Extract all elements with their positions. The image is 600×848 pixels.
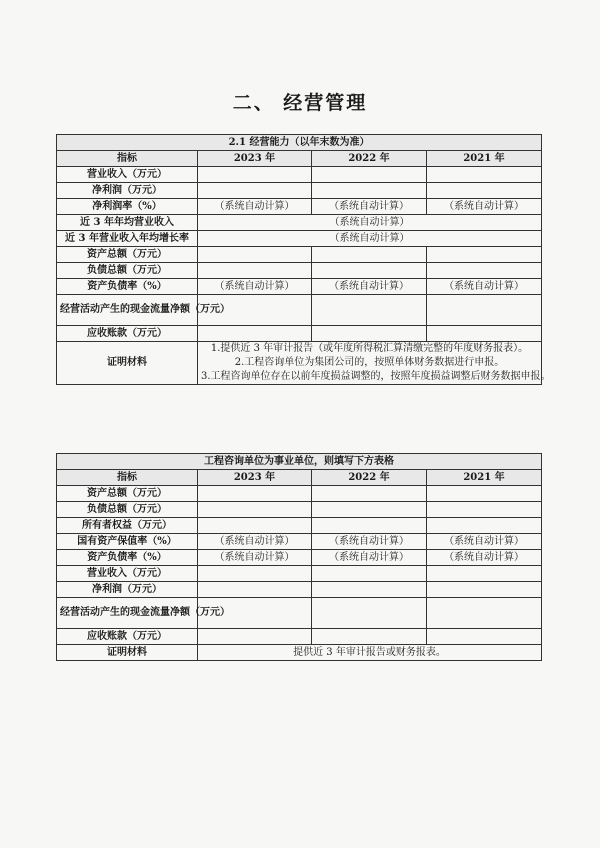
data-entry-cell[interactable]	[312, 598, 427, 629]
section-heading-row	[57, 135, 542, 151]
proof-materials-label: 证明材料	[57, 645, 198, 661]
table-row	[57, 263, 542, 279]
table-row	[57, 215, 542, 231]
proof-materials-row	[57, 645, 542, 661]
table-row	[57, 326, 542, 342]
auto-calc-cell: （系统自动计算）	[198, 550, 312, 566]
section1-heading: 2.1 经营能力（以年末数为准）	[57, 135, 542, 151]
data-entry-cell[interactable]	[198, 183, 312, 199]
data-entry-cell[interactable]	[427, 263, 542, 279]
data-entry-cell[interactable]	[427, 183, 542, 199]
data-entry-cell[interactable]	[427, 598, 542, 629]
row-label: 近 3 年营业收入年均增长率	[57, 231, 198, 247]
data-entry-cell[interactable]	[198, 582, 312, 598]
data-entry-cell[interactable]	[427, 486, 542, 502]
data-entry-cell[interactable]	[198, 566, 312, 582]
data-entry-cell[interactable]	[198, 518, 312, 534]
table-row	[57, 534, 542, 550]
column-header: 指标	[57, 151, 198, 167]
section2-heading: 工程咨询单位为事业单位，则填写下方表格	[57, 454, 542, 470]
table-row	[57, 167, 542, 183]
row-label: 负债总额（万元）	[57, 502, 198, 518]
proof-materials-label: 证明材料	[57, 342, 198, 385]
table-row	[57, 518, 542, 534]
section-heading-row	[57, 454, 542, 470]
column-header: 指标	[57, 470, 198, 486]
row-label: 应收账款（万元）	[57, 326, 198, 342]
table-row	[57, 199, 542, 215]
column-header-row	[57, 470, 542, 486]
data-entry-cell[interactable]	[312, 295, 427, 326]
data-entry-cell[interactable]	[312, 502, 427, 518]
row-label: 应收账款（万元）	[57, 629, 198, 645]
row-label: 负债总额（万元）	[57, 263, 198, 279]
data-entry-cell[interactable]	[427, 247, 542, 263]
auto-calc-cell: （系统自动计算）	[312, 199, 427, 215]
proof-materials-notes	[198, 342, 551, 385]
auto-calc-cell: （系统自动计算）	[427, 279, 542, 295]
table-row	[57, 582, 542, 598]
data-entry-cell[interactable]	[198, 167, 312, 183]
data-entry-cell[interactable]	[312, 326, 427, 342]
table-row	[57, 486, 542, 502]
data-entry-cell[interactable]	[312, 247, 427, 263]
data-entry-cell[interactable]	[198, 326, 312, 342]
column-header: 2023 年	[198, 151, 312, 167]
data-entry-cell[interactable]	[427, 295, 542, 326]
data-entry-cell[interactable]	[312, 183, 427, 199]
auto-calc-cell: （系统自动计算）	[198, 199, 312, 215]
data-entry-cell[interactable]	[198, 629, 312, 645]
data-entry-cell[interactable]	[312, 263, 427, 279]
auto-calc-cell: （系统自动计算）	[312, 279, 427, 295]
data-entry-cell[interactable]	[427, 518, 542, 534]
proof-note: 3.工程咨询单位存在以前年度损益调整的，按照年度损益调整后财务数据申报。	[201, 371, 551, 382]
row-label: 资产总额（万元）	[57, 486, 198, 502]
auto-calc-cell: （系统自动计算）	[198, 279, 312, 295]
table-row	[57, 629, 542, 645]
data-entry-cell[interactable]	[198, 502, 312, 518]
data-entry-cell[interactable]	[427, 582, 542, 598]
row-label: 所有者权益（万元）	[57, 518, 198, 534]
proof-materials-notes: 提供近 3 年审计报告或财务报表。	[198, 645, 542, 661]
data-entry-cell[interactable]	[312, 167, 427, 183]
column-header: 2023 年	[198, 470, 312, 486]
column-header-row	[57, 151, 542, 167]
row-label: 资产负债率（%）	[57, 550, 198, 566]
row-label: 净利润率（%）	[57, 199, 198, 215]
proof-note: 1.提供近 3 年审计报告（或年度所得税汇算清缴完整的年度财务报表）。	[210, 343, 529, 354]
table-row	[57, 279, 542, 295]
table-row	[57, 502, 542, 518]
auto-calc-cell: （系统自动计算）	[427, 534, 542, 550]
row-label: 经营活动产生的现金流量净额（万元）	[57, 295, 198, 326]
row-label: 营业收入（万元）	[57, 566, 198, 582]
data-entry-cell[interactable]	[312, 582, 427, 598]
column-header: 2022 年	[312, 151, 427, 167]
public-institution-table	[56, 453, 542, 661]
auto-calc-cell: （系统自动计算）	[198, 215, 542, 231]
data-entry-cell[interactable]	[198, 247, 312, 263]
auto-calc-cell: （系统自动计算）	[427, 550, 542, 566]
table-row	[57, 183, 542, 199]
data-entry-cell[interactable]	[198, 263, 312, 279]
data-entry-cell[interactable]	[427, 629, 542, 645]
row-label: 营业收入（万元）	[57, 167, 198, 183]
column-header: 2022 年	[312, 470, 427, 486]
table-row	[57, 247, 542, 263]
row-label: 国有资产保值率（%）	[57, 534, 198, 550]
row-label: 近 3 年年均营业收入	[57, 215, 198, 231]
proof-materials-row	[57, 342, 542, 385]
row-label: 净利润（万元）	[57, 183, 198, 199]
data-entry-cell[interactable]	[427, 326, 542, 342]
row-label: 资产总额（万元）	[57, 247, 198, 263]
data-entry-cell[interactable]	[312, 566, 427, 582]
data-entry-cell[interactable]	[427, 502, 542, 518]
row-label: 经营活动产生的现金流量净额（万元）	[57, 598, 198, 629]
column-header: 2021 年	[427, 151, 542, 167]
auto-calc-cell: （系统自动计算）	[198, 534, 312, 550]
data-entry-cell[interactable]	[312, 629, 427, 645]
auto-calc-cell: （系统自动计算）	[198, 231, 542, 247]
table-row	[57, 295, 542, 326]
table-row	[57, 598, 542, 629]
auto-calc-cell: （系统自动计算）	[312, 550, 427, 566]
data-entry-cell[interactable]	[427, 167, 542, 183]
proof-note: 2.工程咨询单位为集团公司的，按照单体财务数据进行申报。	[234, 357, 505, 368]
row-label: 资产负债率（%）	[57, 279, 198, 295]
auto-calc-cell: （系统自动计算）	[312, 534, 427, 550]
data-entry-cell[interactable]	[198, 486, 312, 502]
row-label: 净利润（万元）	[57, 582, 198, 598]
auto-calc-cell: （系统自动计算）	[427, 199, 542, 215]
data-entry-cell[interactable]	[312, 486, 427, 502]
table-row	[57, 550, 542, 566]
operating-capacity-table	[56, 134, 551, 385]
page-title: 二、 经营管理	[232, 92, 368, 114]
data-entry-cell[interactable]	[312, 518, 427, 534]
data-entry-cell[interactable]	[427, 566, 542, 582]
table-row	[57, 231, 542, 247]
table-row	[57, 566, 542, 582]
column-header: 2021 年	[427, 470, 542, 486]
